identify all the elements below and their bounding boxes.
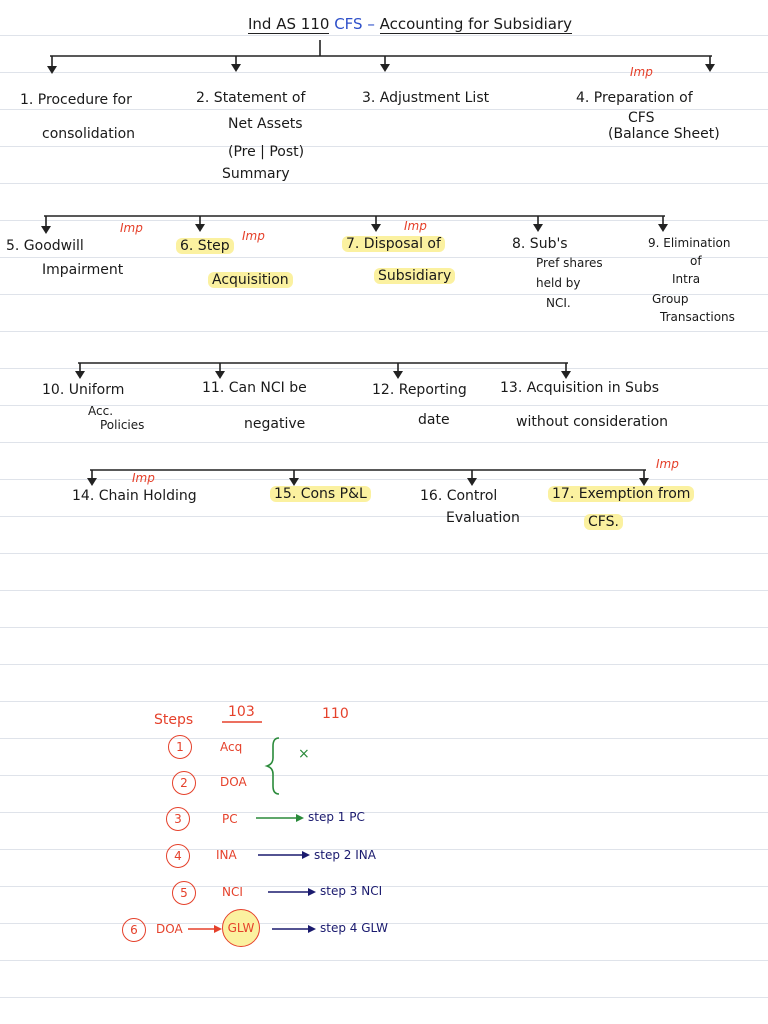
item-8-line1: 8. Sub's (512, 236, 568, 252)
item-16-line2: Evaluation (446, 510, 520, 526)
item-11-line1: 11. Can NCI be (202, 380, 307, 396)
item-15-hl: 15. Cons P&L (270, 486, 371, 502)
item-1-line2: consolidation (42, 126, 136, 142)
step-4-b: step 2 INA (314, 848, 376, 862)
item-8-line2: Pref shares (536, 256, 603, 270)
item-10-line3: Policies (100, 418, 145, 432)
step-6-glw-circle: GLW (222, 909, 260, 947)
step-3-a: PC (222, 812, 238, 826)
step-4-a: INA (216, 848, 237, 862)
item-13-line2: without consideration (516, 414, 669, 430)
step-num-2: 2 (172, 771, 196, 795)
step-6-a: DOA (156, 922, 183, 936)
item-6-hl: 6. Step (176, 238, 234, 254)
item-10-line2: Acc. (88, 404, 114, 418)
item-4-line3: (Balance Sheet) (608, 126, 720, 142)
item-9-line2: of (690, 254, 702, 268)
item-1-line1: 1. Procedure for (20, 92, 132, 108)
step-num-6: 6 (122, 918, 146, 942)
item-12-line1: 12. Reporting (372, 382, 467, 398)
step-1-acq: Acq (220, 740, 243, 754)
item-5-line1: 5. Goodwill (6, 238, 84, 254)
item-17-hl2: CFS. (584, 514, 623, 530)
step-num-4: 4 (166, 844, 190, 868)
imp-tag-4: Imp (630, 65, 653, 79)
col-110: 110 (322, 706, 349, 722)
item-4-line1: 4. Preparation of (576, 90, 693, 106)
item-17-line1 (548, 486, 694, 503)
item-7-line1 (342, 236, 445, 253)
item-5-line2: Impairment (42, 262, 124, 278)
col-103: 103 (228, 704, 255, 720)
item-9-line4: Group (652, 292, 689, 306)
item-17-line2 (584, 514, 623, 531)
step-3-b: step 1 PC (308, 810, 365, 824)
imp-tag-14: Imp (132, 471, 155, 485)
imp-tag-6: Imp (242, 229, 265, 243)
step-num-3: 3 (166, 807, 190, 831)
imp-tag-5: Imp (120, 221, 143, 235)
step-num-1: 1 (168, 735, 192, 759)
item-9-line5: Transactions (660, 310, 735, 324)
item-4-line2: CFS (628, 110, 655, 126)
item-11-line2: negative (244, 416, 306, 432)
item-13-line1: 13. Acquisition in Subs (500, 380, 659, 396)
item-14: 14. Chain Holding (72, 488, 197, 504)
cross-mark: × (298, 746, 310, 762)
step-5-b: step 3 NCI (320, 884, 383, 898)
item-17-hl: 17. Exemption from (548, 486, 694, 502)
item-6-line1 (176, 238, 234, 255)
item-2-line4: Summary (222, 166, 290, 182)
item-7-line2 (374, 268, 455, 285)
page-title (248, 16, 572, 33)
imp-tag-17: Imp (656, 457, 679, 471)
item-16-line1: 16. Control (420, 488, 498, 504)
title-topic: Accounting for Subsidiary (379, 15, 572, 33)
item-2-line1: 2. Statement of (196, 90, 306, 106)
title-cfs: CFS – (334, 15, 375, 33)
step-2-doa: DOA (220, 775, 247, 789)
item-2-line3: (Pre | Post) (228, 144, 305, 160)
item-15 (270, 486, 371, 503)
item-8-line4: NCI. (546, 296, 571, 310)
item-6-line2 (208, 272, 293, 289)
step-6-b: step 4 GLW (320, 921, 388, 935)
steps-heading: Steps (154, 712, 194, 728)
item-10-line1: 10. Uniform (42, 382, 125, 398)
item-9-line3: Intra (672, 272, 701, 286)
item-7-hl2: Subsidiary (374, 268, 455, 284)
item-12-line2: date (418, 412, 450, 428)
item-9-line1: 9. Elimination (648, 236, 731, 250)
imp-tag-7: Imp (404, 219, 427, 233)
title-standard: Ind AS 110 (248, 15, 330, 33)
step-num-5: 5 (172, 881, 196, 905)
item-6-hl2: Acquisition (208, 272, 293, 288)
item-7-hl: 7. Disposal of (342, 236, 445, 252)
item-2-line2: Net Assets (228, 116, 303, 132)
step-5-a: NCI (222, 885, 243, 899)
item-8-line3: held by (536, 276, 581, 290)
item-3: 3. Adjustment List (362, 90, 490, 106)
